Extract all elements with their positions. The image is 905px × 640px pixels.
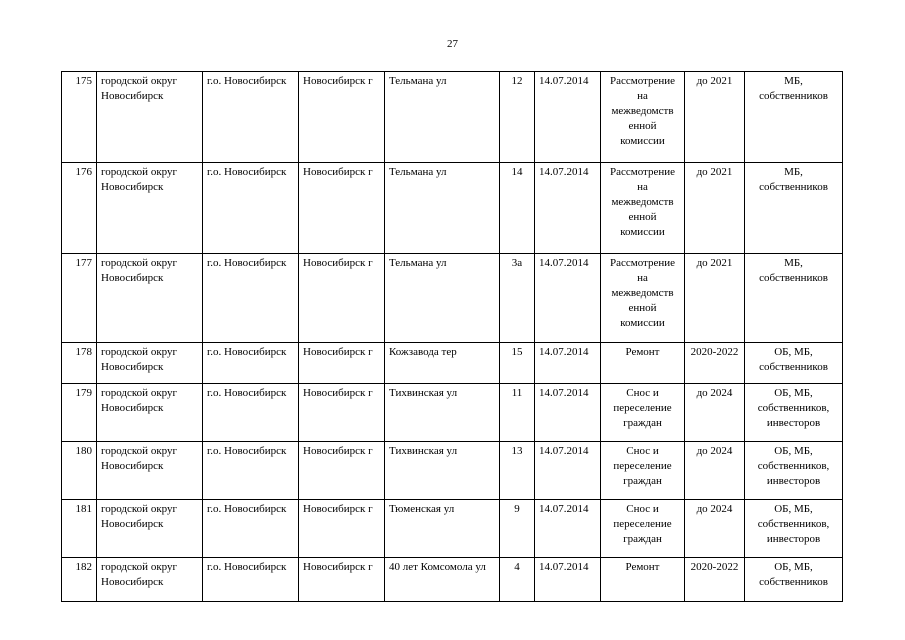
date-cell: 14.07.2014 (535, 163, 601, 254)
funding-cell: ОБ, МБ, собственников (745, 558, 843, 602)
street-cell: Кожзавода тер (385, 343, 500, 384)
row-number: 176 (62, 163, 97, 254)
street-cell: Тихвинская ул (385, 384, 500, 442)
locality-cell: Новосибирск г (299, 442, 385, 500)
date-cell: 14.07.2014 (535, 384, 601, 442)
action-cell: Снос и переселение граждан (601, 442, 685, 500)
municipality-cell: городской округ Новосибирск (97, 558, 203, 602)
term-cell: 2020-2022 (685, 558, 745, 602)
municipality-cell: городской округ Новосибирск (97, 343, 203, 384)
row-number: 179 (62, 384, 97, 442)
action-cell: Рассмотрение на межведомств енной комиссии (601, 72, 685, 163)
action-cell: Ремонт (601, 558, 685, 602)
municipality-cell: городской округ Новосибирск (97, 384, 203, 442)
street-cell: Тельмана ул (385, 163, 500, 254)
funding-cell: ОБ, МБ, собственников (745, 343, 843, 384)
district-cell: г.о. Новосибирск (203, 442, 299, 500)
table-row (62, 343, 843, 384)
page-number: 27 (447, 38, 458, 50)
district-cell: г.о. Новосибирск (203, 384, 299, 442)
funding-cell: ОБ, МБ, собственников, инвесторов (745, 384, 843, 442)
term-cell: до 2024 (685, 384, 745, 442)
table-row (62, 254, 843, 343)
municipality-cell: городской округ Новосибирск (97, 254, 203, 343)
locality-cell: Новосибирск г (299, 72, 385, 163)
row-number: 178 (62, 343, 97, 384)
term-cell: до 2021 (685, 163, 745, 254)
house-cell: 13 (500, 442, 535, 500)
row-number: 180 (62, 442, 97, 500)
date-cell: 14.07.2014 (535, 343, 601, 384)
term-cell: до 2021 (685, 254, 745, 343)
date-cell: 14.07.2014 (535, 442, 601, 500)
table-row (62, 384, 843, 442)
date-cell: 14.07.2014 (535, 254, 601, 343)
table-row (62, 442, 843, 500)
term-cell: до 2024 (685, 442, 745, 500)
table-row (62, 500, 843, 558)
table-row (62, 72, 843, 163)
term-cell: до 2024 (685, 500, 745, 558)
row-number: 181 (62, 500, 97, 558)
locality-cell: Новосибирск г (299, 254, 385, 343)
locality-cell: Новосибирск г (299, 343, 385, 384)
funding-cell: МБ, собственников (745, 254, 843, 343)
street-cell: 40 лет Комсомола ул (385, 558, 500, 602)
term-cell: до 2021 (685, 72, 745, 163)
locality-cell: Новосибирск г (299, 384, 385, 442)
house-cell: 15 (500, 343, 535, 384)
municipality-cell: городской округ Новосибирск (97, 442, 203, 500)
street-cell: Тельмана ул (385, 72, 500, 163)
date-cell: 14.07.2014 (535, 500, 601, 558)
municipality-cell: городской округ Новосибирск (97, 500, 203, 558)
district-cell: г.о. Новосибирск (203, 72, 299, 163)
row-number: 175 (62, 72, 97, 163)
district-cell: г.о. Новосибирск (203, 163, 299, 254)
street-cell: Тюменская ул (385, 500, 500, 558)
date-cell: 14.07.2014 (535, 558, 601, 602)
street-cell: Тельмана ул (385, 254, 500, 343)
funding-cell: МБ, собственников (745, 163, 843, 254)
action-cell: Рассмотрение на межведомств енной комиссии (601, 254, 685, 343)
district-cell: г.о. Новосибирск (203, 343, 299, 384)
action-cell: Снос и переселение граждан (601, 384, 685, 442)
municipality-cell: городской округ Новосибирск (97, 72, 203, 163)
action-cell: Ремонт (601, 343, 685, 384)
housing-registry-table (61, 71, 843, 602)
house-cell: 12 (500, 72, 535, 163)
term-cell: 2020-2022 (685, 343, 745, 384)
funding-cell: ОБ, МБ, собственников, инвесторов (745, 500, 843, 558)
house-cell: 11 (500, 384, 535, 442)
locality-cell: Новосибирск г (299, 163, 385, 254)
municipality-cell: городской округ Новосибирск (97, 163, 203, 254)
funding-cell: МБ, собственников (745, 72, 843, 163)
district-cell: г.о. Новосибирск (203, 254, 299, 343)
locality-cell: Новосибирск г (299, 558, 385, 602)
house-cell: 9 (500, 500, 535, 558)
row-number: 177 (62, 254, 97, 343)
action-cell: Рассмотрение на межведомств енной комиссии (601, 163, 685, 254)
house-cell: 14 (500, 163, 535, 254)
table-row (62, 558, 843, 602)
locality-cell: Новосибирск г (299, 500, 385, 558)
street-cell: Тихвинская ул (385, 442, 500, 500)
funding-cell: ОБ, МБ, собственников, инвесторов (745, 442, 843, 500)
district-cell: г.о. Новосибирск (203, 500, 299, 558)
house-cell: 4 (500, 558, 535, 602)
action-cell: Снос и переселение граждан (601, 500, 685, 558)
row-number: 182 (62, 558, 97, 602)
date-cell: 14.07.2014 (535, 72, 601, 163)
house-cell: 3а (500, 254, 535, 343)
district-cell: г.о. Новосибирск (203, 558, 299, 602)
table-row (62, 163, 843, 254)
